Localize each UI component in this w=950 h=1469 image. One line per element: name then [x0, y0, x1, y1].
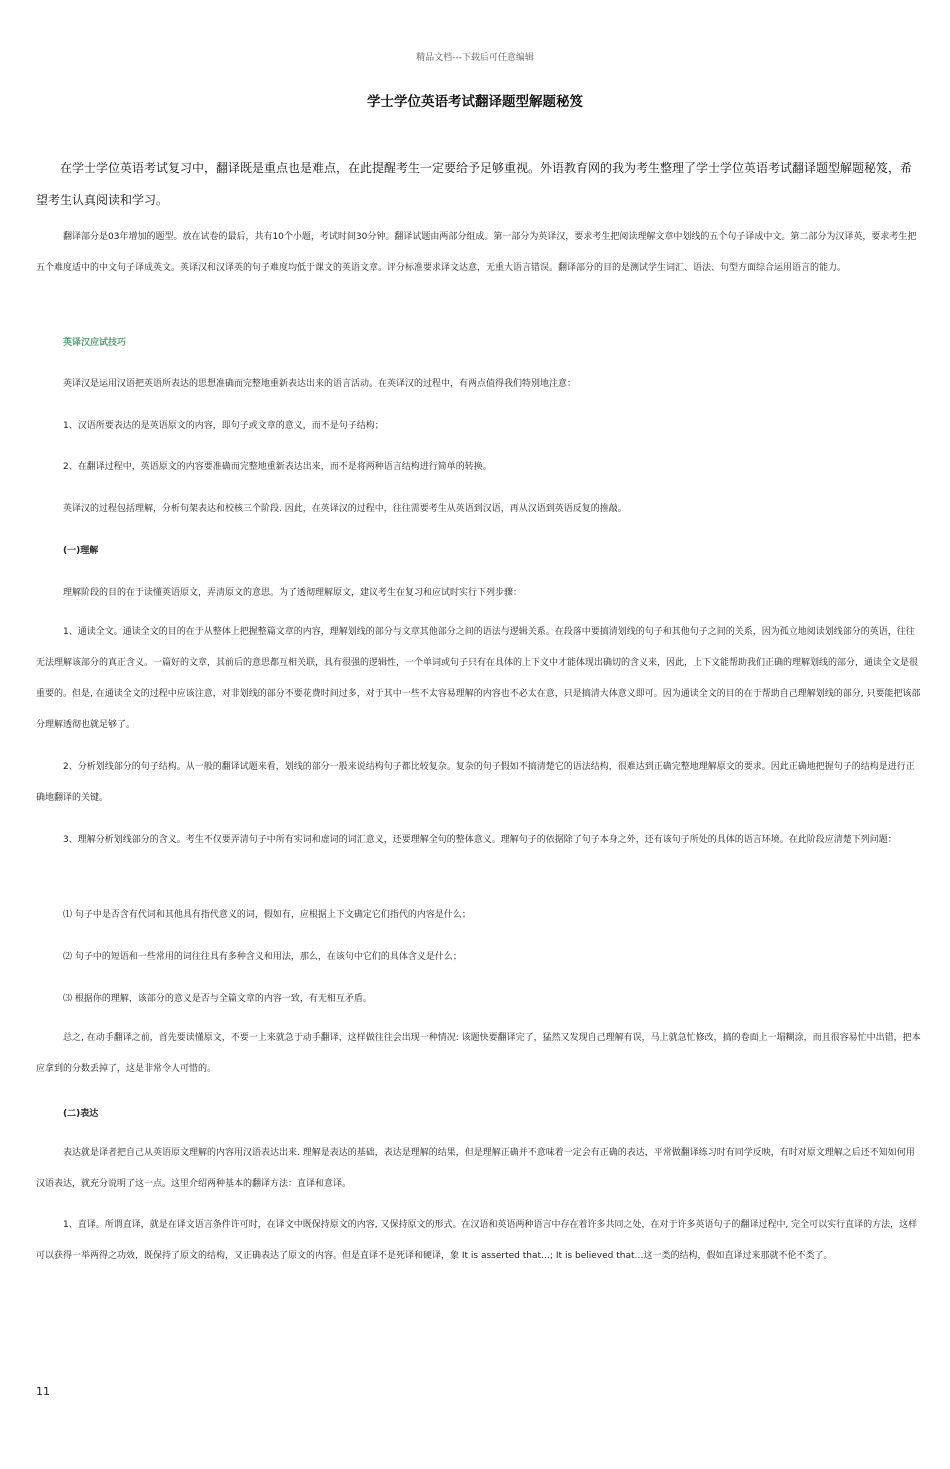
question-item: ⑵ 句子中的短语和一些常用的词往往具有多种含义和用法，那么，在该句中它们的具体含义是什么； [63, 952, 462, 962]
document-title: 学士学位英语考试翻译题型解题秘笈 [367, 94, 583, 110]
process-paragraph: 英译汉的过程包括理解，分析句架表达和校核三个阶段. 因此，在英译汉的过程中，往往需要考生从英语到汉语，再从汉语到英语反复的推敲。 [63, 504, 627, 514]
overview-paragraph: 翻译部分是03年增加的题型。放在试卷的最后，共有10个小题，考试时间30分钟。翻译试题由两部分组成。第一部分为英译汉，要求考生把阅读理解文章中划线的五个句子译成中文。第二部分为汉译英，要求考生把五个难度适中的中文句子译成英文。英译汉和汉译英的句子难度均低于课文的英语文章。评分标准要求译文达意，无重大语言错误。翻译部分的目的是测试学生词汇、语法、句型方面综合运用语言的能力。 [36, 232, 917, 273]
question-item: ⑶ 根据你的理解，该部分的意义是否与全篇文章的内容一致，有无相互矛盾。 [63, 994, 372, 1004]
point-item: 2、在翻译过程中，英语原文的内容要准确而完整地重新表达出来，而不是将两种语言结构进行简单的转换。 [63, 462, 492, 472]
summary-paragraph: 总之, 在动手翻译之前，首先要读懂原文，不要一上来就急于动手翻译，这样做往往会出现一种情况: 该题快要翻译完了，猛然又发现自己理解有误，马上就急忙修改，搞的卷面上一塌糊涂，而且很容易忙中出错，把本应拿到的分数丢掉了，这是非常令人可惜的。 [36, 1033, 921, 1074]
understanding-heading: (一)理解 [63, 546, 99, 556]
header-note: 精品文档---下载后可任意编辑 [416, 53, 534, 63]
definition-paragraph: 英译汉是运用汉语把英语所表达的思想准确而完整地重新表达出来的语言活动。在英译汉的过程中，有两点值得我们特别地注意： [63, 379, 577, 389]
step-2-paragraph: 2、分析划线部分的句子结构。从一般的翻译试题来看，划线的部分一般来说结构句子都比较复杂。复杂的句子假如不搞清楚它的语法结构，很难达到正确完整地理解原文的要求。因此正确地把握句子的结构是进行正确地翻译的关键。 [36, 762, 915, 803]
section-heading-en-zh: 英译汉应试技巧 [63, 338, 127, 348]
question-item: ⑴ 句子中是否含有代词和其他具有指代意义的词，假如有，应根据上下文确定它们指代的内容是什么； [63, 910, 471, 920]
page-number: 11 [36, 1385, 50, 1398]
intro-paragraph: 在学士学位英语考试复习中，翻译既是重点也是难点，在此提醒考生一定要给予足够重视。外语教育网的我为考生整理了学士学位英语考试翻译题型解题秘笈，希望考生认真阅读和学习。 [36, 161, 913, 207]
literal-translation-paragraph: 1、直译。所谓直译，就是在译文语言条件许可时，在译文中既保持原文的内容, 又保持原文的形式。在汉语和英语两种语言中存在着许多共同之处，在对于许多英语句子的翻译过程中, 完全可以实行直译的方法，这样可以获得一举两得之功效，既保持了原文的结构，又正确表达了原文的内容。但是直译不是死译和硬译，象 It is asserted that…; It is believed that…这一类的结构，假如直译过来那就不伦不类了。 [36, 1220, 918, 1261]
point-item: 1、汉语所要表达的是英语原文的内容，即句子或文章的意义，而不是句子结构； [63, 421, 384, 431]
understanding-intro: 理解阶段的目的在于读懂英语原文，弄清原文的意思。为了透彻理解原文，建议考生在复习和应试时实行下列步骤： [63, 588, 523, 598]
step-3-paragraph: 3、理解分析划线部分的含义。考生不仅要弄清句子中所有实词和虚词的词汇意义，还要理解全句的整体意义。理解句子的依据除了句子本身之外，还有该句子所处的具体的语言环境。在此阶段应清楚下列问题： [63, 835, 897, 845]
expression-intro: 表达就是译者把自己从英语原文理解的内容用汉语表达出来. 理解是表达的基础，表达是理解的结果，但是理解正确并不意味着一定会有正确的表达，平常做翻译练习时有同学反映，有时对原文理解之后还不知如何用汉语表达，就充分说明了这一点。这里介绍两种基本的翻译方法：直译和意译。 [36, 1148, 915, 1189]
expression-heading: (二)表达 [63, 1109, 99, 1119]
step-1-paragraph: 1、通读全文。通读全文的目的在于从整体上把握整篇文章的内容，理解划线的部分与文章其他部分之间的语法与逻辑关系。在段落中要搞清划线的句子和其他句子之间的关系，因为孤立地阅读划线部分的英语，往往无法理解该部分的真正含义。一篇好的文章，其前后的意思都互相关联，具有很强的逻辑性，一个单词或句子只有在具体的上下文中才能体现出确切的含义来，因此，上下文能帮助我们正确的理解划线的部分，通读全文是很重要的。但是, 在通读全文的过程中应该注意，对非划线的部分不要花费时间过多，对于其中一些不太容易理解的内容也不必太在意，只是搞清大体意义即可。因为通读全文的目的在于帮助自己理解划线的部分, 只要能把该部分理解透彻也就足够了。 [36, 627, 921, 730]
